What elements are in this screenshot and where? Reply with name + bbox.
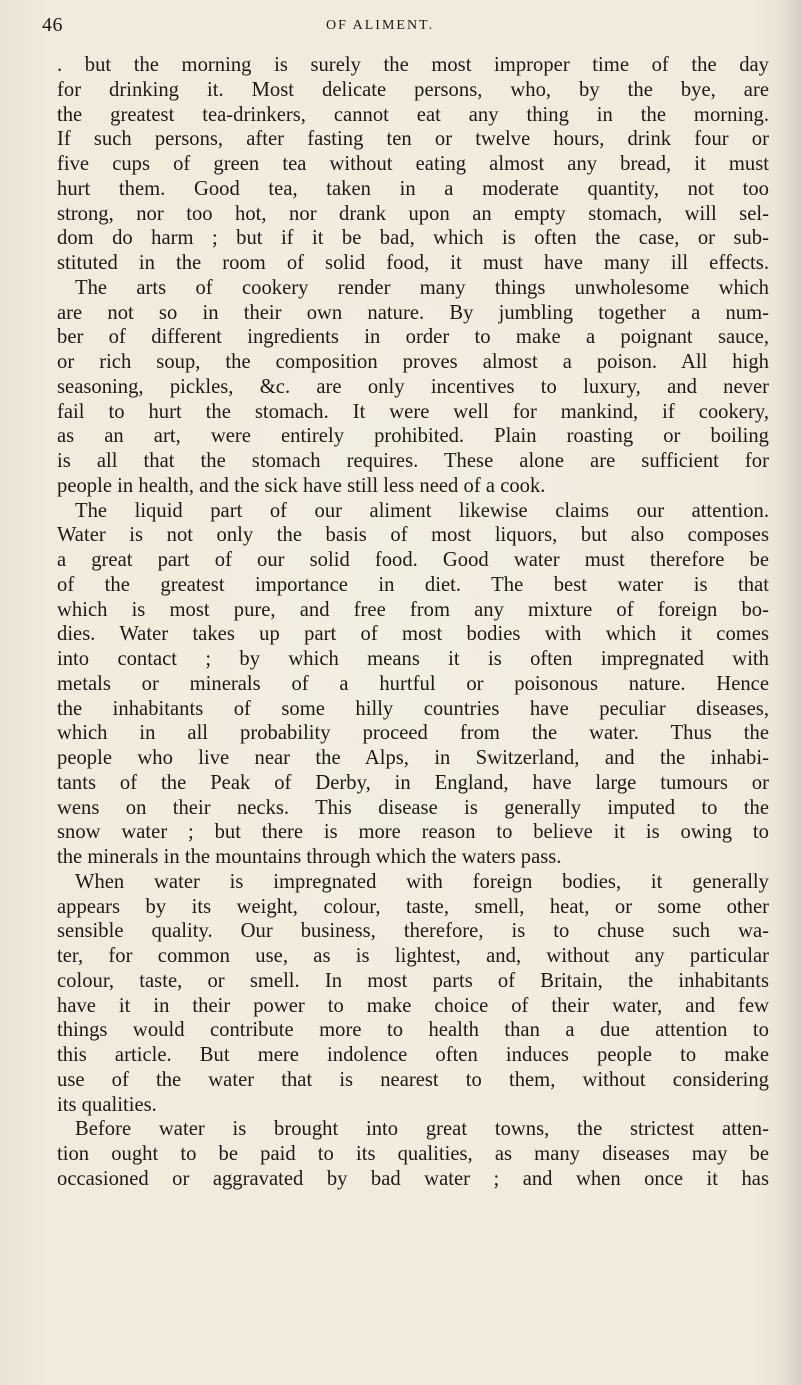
text-line: people who live near the Alps, in Switzerland, and the inhabi- [57, 747, 769, 769]
text-line: Before water is brought into great towns, the strictest atten- [75, 1118, 769, 1141]
text-line: for drinking it. Most delicate persons, who, by the bye, are [57, 78, 769, 101]
text-line: the minerals in the mountains through which the waters pass. [57, 846, 562, 868]
text-line: wens on their necks. This disease is generally imputed to the [57, 796, 769, 819]
text-line: or rich soup, the composition proves almost a poison. All high [57, 351, 769, 373]
text-line: sensible quality. Our business, therefore, is to chuse such wa- [57, 920, 769, 943]
text-line: are not so in their own nature. By jumbling together a num- [57, 301, 769, 324]
text-line: the inhabitants of some hilly countries have peculiar diseases, [57, 697, 769, 720]
text-line: which is most pure, and free from any mixture of foreign bo- [57, 598, 769, 621]
text-line: strong, nor too hot, nor drank upon an empty stomach, will sel- [57, 202, 769, 225]
page-number: 46 [42, 14, 63, 36]
text-line: If such persons, after fasting ten or twelve hours, drink four or [57, 128, 769, 151]
text-line: which in all probability proceed from the water. Thus the [57, 722, 769, 745]
text-line: is all that the stomach requires. These alone are sufficient for [57, 450, 769, 472]
text-line: Water is not only the basis of most liquors, but also composes [57, 524, 769, 547]
text-line: people in health, and the sick have still less need of a cook. [57, 474, 546, 497]
text-line: five cups of green tea without eating almost any bread, it must [57, 153, 769, 175]
text-line: its qualities. [57, 1093, 157, 1116]
text-line: as an art, were entirely prohibited. Plain roasting or boiling [57, 425, 769, 448]
text-line: the greatest tea-drinkers, cannot eat any thing in the morning. [57, 103, 769, 126]
text-line: tion ought to be paid to its qualities, as many diseases may be [57, 1143, 769, 1165]
text-line: things would contribute more to health than a due attention to [57, 1019, 769, 1042]
text-line: . but the morning is surely the most improper time of the day [57, 54, 769, 76]
text-line: tants of the Peak of Derby, in England, have large tumours or [57, 771, 769, 794]
text-line: dies. Water takes up part of most bodies with which it comes [57, 623, 769, 646]
page-edge-shadow [783, 0, 801, 1385]
text-line: snow water ; but there is more reason to believe it is owing to [57, 821, 769, 844]
text-line: ber of different ingredients in order to make a poignant sauce, [57, 326, 769, 349]
text-line: When water is impregnated with foreign bodies, it generally [75, 870, 769, 893]
text-line: metals or minerals of a hurtful or poisonous nature. Hence [57, 672, 769, 695]
text-line: The liquid part of our aliment likewise claims our attention. [75, 499, 769, 522]
text-line: hurt them. Good tea, taken in a moderate quantity, not too [57, 177, 769, 200]
text-line: use of the water that is nearest to them, without considering [57, 1068, 769, 1091]
page-header [42, 14, 762, 42]
text-line: colour, taste, or smell. In most parts of Britain, the inhabitants [57, 969, 769, 992]
text-line: this article. But mere indolence often induces people to make [57, 1044, 769, 1066]
text-line: appears by its weight, colour, taste, smell, heat, or some other [57, 895, 769, 918]
text-line: have it in their power to make choice of their water, and few [57, 994, 769, 1017]
text-line: fail to hurt the stomach. It were well for mankind, if cookery, [57, 400, 769, 423]
text-line: of the greatest importance in diet. The best water is that [57, 573, 769, 596]
body-text [57, 53, 769, 1192]
text-line: The arts of cookery render many things unwholesome which [75, 276, 769, 299]
running-head: OF ALIMENT. [326, 18, 435, 33]
text-line: dom do harm ; but if it be bad, which is often the case, or sub- [57, 227, 769, 250]
text-line: occasioned or aggravated by bad water ; and when once it has [57, 1167, 769, 1190]
text-line: into contact ; by which means it is often impregnated with [57, 648, 769, 670]
text-line: stituted in the room of solid food, it must have many ill effects. [57, 252, 769, 274]
text-line: ter, for common use, as is lightest, and, without any particular [57, 945, 769, 967]
text-line: a great part of our solid food. Good water must therefore be [57, 549, 769, 571]
text-line: seasoning, pickles, &c. are only incentives to luxury, and never [57, 375, 769, 398]
